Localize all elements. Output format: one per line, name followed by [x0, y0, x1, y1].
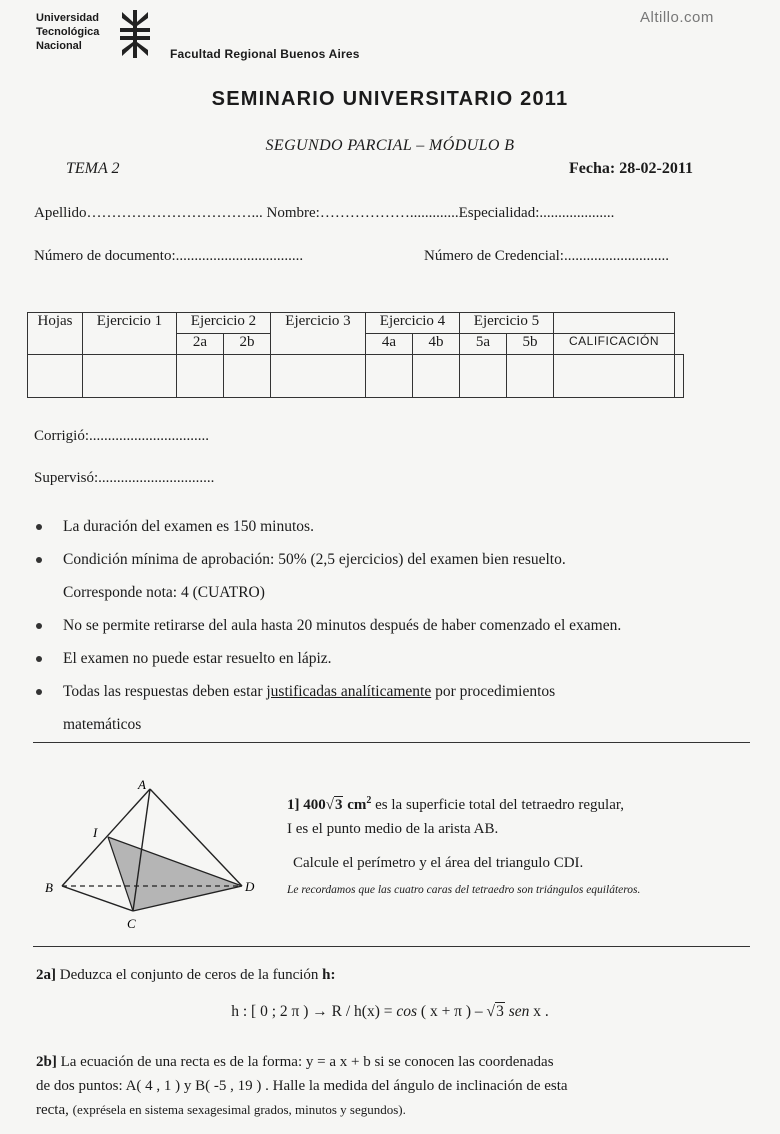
watermark: Altillo.com [640, 9, 714, 26]
divider [33, 946, 750, 947]
grade-cell[interactable] [554, 355, 675, 398]
table-header-cell: Ejercicio 1 [83, 313, 177, 355]
exam-rules [34, 510, 754, 741]
bullet-icon [36, 557, 42, 563]
grades-table [27, 312, 684, 398]
university-name [36, 11, 99, 53]
exercise-2b-line: de dos puntos: A( 4 , 1 ) y B( -5 , 19 ) . Halle la medida del ángulo de inclinación de esta [36, 1078, 568, 1094]
name-fields[interactable]: Apellido……………………………... Nombre:……………….............Especialidad:.................... [34, 205, 615, 221]
university-line: Universidad [36, 12, 99, 24]
faculty-name: Facultad Regional Buenos Aires [170, 47, 360, 61]
list-item [34, 675, 754, 741]
bullet-icon [36, 689, 42, 695]
formula-part: ( x + π ) – [420, 1003, 483, 1020]
table-header-cell [554, 313, 675, 334]
exercise-1-line: I es el punto medio de la arista AB. [287, 821, 499, 837]
exercise-number: 2b] [36, 1054, 57, 1070]
list-item [34, 642, 754, 675]
rule-text-part: Todas las respuestas deben estar [63, 683, 267, 700]
divider [33, 742, 750, 743]
table-header-cell: Ejercicio 4 [366, 313, 460, 334]
exercise-2a [36, 967, 746, 984]
exercise-number: 2a] [36, 967, 56, 983]
table-subheader-cell: 5a [460, 334, 507, 355]
function-name: h: [322, 967, 336, 983]
grade-cell[interactable] [413, 355, 460, 398]
unit: cm [347, 797, 367, 813]
calificacion-header: CALIFICACIÓN [554, 334, 675, 355]
exam-date: Fecha: 28-02-2011 [569, 160, 693, 177]
table-subheader-cell: 4b [413, 334, 460, 355]
formula-part: x . [533, 1003, 549, 1020]
vertex-label: D [245, 879, 255, 894]
grade-cell[interactable] [507, 355, 554, 398]
table-header-cell: Ejercicio 5 [460, 313, 554, 334]
rule-text: Condición mínima de aprobación: 50% (2,5 ejercicios) del examen bien resuelto. [63, 551, 566, 568]
formula-part: 3 [496, 1003, 504, 1020]
rule-text: El examen no puede estar resuelto en lápiz. [63, 650, 332, 667]
document-field[interactable]: Número de documento:.................................. [34, 248, 304, 264]
grade-cell[interactable] [675, 355, 684, 398]
exam-subtitle: SEGUNDO PARCIAL – MÓDULO B [265, 137, 515, 154]
rule-text-part: por procedimientos [431, 683, 556, 700]
formula-part: h : [ 0 ; 2 π ) → R / h(x) = [231, 1003, 393, 1020]
university-line: Nacional [36, 40, 82, 52]
corrigio-field[interactable]: Corrigió:................................ [34, 428, 209, 444]
rule-text: No se permite retirarse del aula hasta 20 minutos después de haber comenzado el examen. [63, 617, 622, 634]
exercise-number: 1] [287, 797, 300, 813]
formula-part: sen [508, 1003, 530, 1020]
rule-text: matemáticos [63, 716, 142, 733]
table-header-cell: Ejercicio 2 [177, 313, 271, 334]
exercise-1-line: 1] 400√3 $cm^2$ es la superficie total del tetraedro regular, [287, 795, 625, 813]
exercise-2b-line [36, 1098, 746, 1122]
grade-cell[interactable] [224, 355, 271, 398]
superviso-field[interactable]: Supervisó:............................... [34, 470, 215, 486]
page-title: SEMINARIO UNIVERSITARIO 2011 [211, 88, 569, 110]
table-header-cell: Hojas [28, 313, 83, 355]
exercise-2b [36, 1050, 746, 1122]
credential-field[interactable]: Número de Credencial:............................ [424, 248, 669, 264]
list-item [34, 510, 754, 543]
table-subheader-cell: 4a [366, 334, 413, 355]
surface-value: 400 [303, 797, 326, 813]
bullet-icon [36, 524, 42, 530]
bullet-icon [36, 656, 42, 662]
list-item [34, 543, 754, 609]
exercise-text: recta, [36, 1102, 69, 1118]
exercise-text: La ecuación de una recta es de la forma: y = a x + b si se conocen las coordenadas [60, 1054, 554, 1070]
vertex-label: A [138, 777, 146, 792]
utn-logo-icon [120, 10, 150, 58]
grade-cell[interactable] [271, 355, 366, 398]
exercise-text: es la superficie total del tetraedro regular, [375, 797, 625, 813]
university-line: Tecnológica [36, 26, 100, 38]
formula-part: cos [396, 1003, 418, 1020]
table-subheader-cell: 5b [507, 334, 554, 355]
unit-exponent: 2 [366, 795, 372, 806]
bullet-icon [36, 623, 42, 629]
exercise-1-note: Le recordamos que las cuatro caras del tetraedro son triángulos equiláteros. [287, 884, 641, 896]
vertex-label: B [45, 880, 53, 895]
exercise-2b-line [36, 1050, 746, 1074]
exercise-text: (exprésela en sistema sexagesimal grados, minutos y segundos). [72, 1102, 406, 1117]
table-header-cell: Ejercicio 3 [271, 313, 366, 355]
table-subheader-cell: 2a [177, 334, 224, 355]
exercise-2a-formula: h : [ 0 ; 2 π ) → R / h(x) = cos ( x + π ) – √3 sen x . [231, 1003, 549, 1020]
table-subheader-cell: 2b [224, 334, 271, 355]
grade-cell[interactable] [83, 355, 177, 398]
grade-cell[interactable] [460, 355, 507, 398]
vertex-label: I [93, 825, 98, 840]
tetrahedron-figure [40, 775, 265, 935]
rule-text: Corresponde nota: 4 (CUATRO) [63, 584, 265, 601]
rule-text-emphasis: justificadas analíticamente [266, 683, 432, 700]
rule-text: La duración del examen es 150 minutos. [63, 518, 314, 535]
grade-cell[interactable] [28, 355, 83, 398]
exercise-text: Deduzca el conjunto de ceros de la función [59, 967, 319, 983]
exercise-1-line: Calcule el perímetro y el área del triangulo CDI. [293, 855, 584, 871]
exercise-1 [287, 789, 717, 899]
sqrt-arg: 3 [334, 797, 343, 813]
grade-cell[interactable] [366, 355, 413, 398]
rule-text [63, 675, 754, 708]
grade-cell[interactable] [177, 355, 224, 398]
vertex-label: C [127, 916, 136, 931]
list-item [34, 609, 754, 642]
tema-label: TEMA 2 [66, 160, 120, 177]
